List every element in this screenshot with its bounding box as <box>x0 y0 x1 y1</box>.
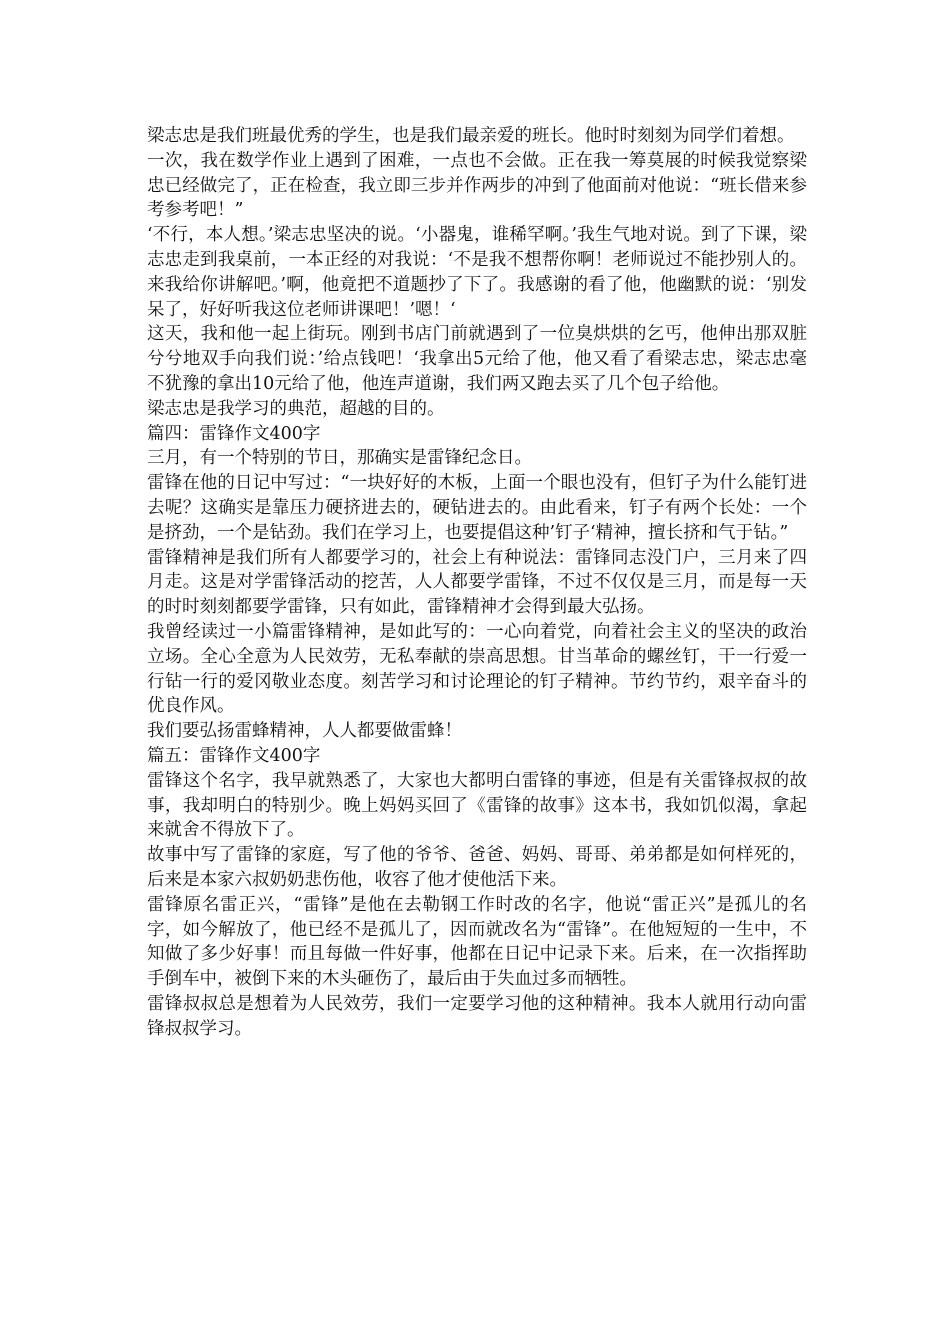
paragraph-12: 故事中写了雷锋的家庭，写了他的爷爷、爸爸、妈妈、哥哥、弟弟都是如何样死的，后来是本家六叔奶奶悲伤他，收容了他才使他活下来。 <box>147 845 807 890</box>
paragraph-3: ‘不行，本人想。’梁志忠坚决的说。‘小器鬼，谁稀罕啊。’我生气地对说。到了下课，梁志忠走到我桌前，一本正经的对我说：‘不是我不想帮你啊！老师说过不能抄别人的。来我给你讲解吧。’啊，他竟把不道题抄了下了。我感谢的看了他，他幽默的说：‘别发呆了，好好听我这位老师讲课吧！’嗯！‘ <box>147 225 807 320</box>
document-body <box>147 124 807 1041</box>
paragraph-11: 雷锋这个名字，我早就熟悉了，大家也大都明白雷锋的事迹，但是有关雷锋叔叔的故事，我却明白的特别少。晚上妈妈买回了《雷锋的故事》这本书，我如饥似渴，拿起来就舍不得放下了。 <box>147 770 807 841</box>
paragraph-10: 我们要弘扬雷蜂精神，人人都要做雷蜂！ <box>147 721 462 742</box>
paragraph-2: 一次，我在数学作业上遇到了困难，一点也不会做。正在我一筹莫展的时候我觉察梁忠已经做完了，正在检查，我立即三步并作两步的冲到了他面前对他说：“班长借来参考参考吧！” <box>147 150 807 221</box>
paragraph-14: 雷锋叔叔总是想着为人民效劳，我们一定要学习他的这种精神。我本人就用行动向雷锋叔叔学习。 <box>147 993 807 1039</box>
paragraph-6: 三月，有一个特别的节日，那确实是雷锋纪念日。 <box>147 448 532 469</box>
paragraph-9: 我曾经读过一小篇雷锋精神，是如此写的：一心向着党，向着社会主义的坚决的政治立场。全心全意为人民效劳，无私奉献的崇高思想。甘当革命的螺丝钉，干一行爱一行钻一行的爱冈敬业态度。刻苦学习和讨论理论的钉子精神。节约节约，艰辛奋斗的优良作风。 <box>147 621 807 717</box>
section-heading-4: 篇四：雷锋作文400字 <box>147 423 321 444</box>
paragraph-5: 梁志忠是我学习的典范，超越的目的。 <box>147 398 445 419</box>
paragraph-4: 这天，我和他一起上街玩。刚到书店门前就遇到了一位臭烘烘的乞丐，他伸出那双脏兮兮地双手向我们说：’给点钱吧！‘我拿出5元给了他，他又看了看梁志忠，梁志忠毫不犹豫的拿出10元给了他，他连声道谢，我们两又跑去买了几个包子给他。 <box>147 324 807 394</box>
paragraph-8: 雷锋精神是我们所有人都要学习的，社会上有种说法：雷锋同志没门户，三月来了四月走。这是对学雷锋活动的挖苦，人人都要学雷锋，不过不仅仅是三月，而是每一天的时时刻刻都要学雷锋，只有如此，雷锋精神才会得到最大弘扬。 <box>147 547 807 618</box>
paragraph-1: 梁志忠是我们班最优秀的学生，也是我们最亲爱的班长。他时时刻刻为同学们着想。 <box>147 126 795 146</box>
section-heading-5: 篇五：雷锋作文400字 <box>147 745 321 766</box>
paragraph-13: 雷锋原名雷正兴，“雷锋”是他在去勒钢工作时改的名字，他说“雷正兴”是孤儿的名字，如今解放了，他已经不是孤儿了，因而就改名为“雷锋”。在他短短的一生中，不知做了多少好事！而且每做一件好事，他都在日记中记录下来。后来，在一次指挥助手倒车中，被倒下来的木头砸伤了，最后由于失血过多而牺牲。 <box>147 894 807 990</box>
paragraph-7: 雷锋在他的日记中写过：“一块好好的木板，上面一个眼也没有，但钉子为什么能钉进去呢？这确实是靠压力硬挤进去的，硬钻进去的。由此看来，钉子有两个长处：一个是挤劲，一个是钻劲。我们在学习上，也要提倡这种’钉子‘精神，擅长挤和气于钻。” <box>147 473 807 543</box>
